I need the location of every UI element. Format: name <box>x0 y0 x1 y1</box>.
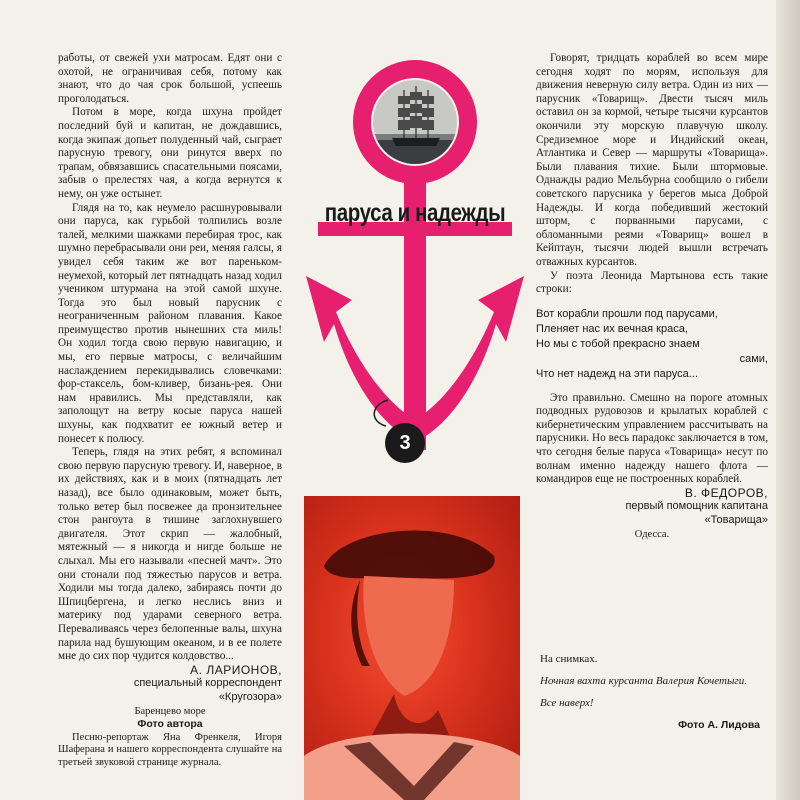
article-paragraph: Говорят, тридцать кораблей во всем мире сегодня ходят по морям, используя для движения неверную силу ветра. Один из них — парусник «Товарищ». Двести тысяч миль оставил он за кормой, четыре тысячи курсантов окончили эту морскую плавучую школу. Средиземное море и Индийский океан, Атлантика и Север — маршруты «Товарища». Были плавания тихие. Были штормовые. Однажды радио Мельбурна сообщило о гибели советского парусника у берегов мыса Доброй Надежды. И когда победивший жестокий шторм, с порванными парусами, с обломанными реями «Товарищ» вошел в Кейптаун, тысячи людей вышли встречать отважных курсантов. <box>536 52 768 268</box>
poem-line: сами, <box>739 352 768 365</box>
dateline-place: Одесса. <box>634 528 670 540</box>
page-title: паруса и надежды <box>324 199 506 227</box>
author-ship: «Товарища» <box>704 514 768 527</box>
article-paragraph: работы, от свежей ухи матросам. Едят они с охотой, не ограничивая себя, потому как знают, что до чая срок большой, успеешь проголодаться. <box>58 52 282 105</box>
right-article-column <box>536 52 768 541</box>
left-article-column <box>58 52 282 769</box>
author-publication: «Кругозора» <box>218 690 282 703</box>
captions-heading: На снимках. <box>540 653 598 665</box>
cadet-night-watch-photo <box>304 496 520 800</box>
photo-captions <box>540 652 760 732</box>
spiral-binding <box>776 0 800 800</box>
poem-line: Что нет надежд на эти паруса... <box>536 367 698 380</box>
article-paragraph: Теперь, глядя на этих ребят, я вспоминал свою первую парусную тревогу. И, наверное, в их действиях, как и в моих (пятнадцать лет назад), все было одинаковым, может быть, только ветер был посвежее да пронзительнее стон рангоута в тишине заглохнувшего двигателя. Этот скрип — жалобный, мятежный — я никогда и нигде больше не слыхал. Мы его называли «песней мачт». Это они стонали под тяжестью парусов и ветра. Ходили мы тогда далеко, забираясь почти до Шпицбергена, и легко неслись вниз и материку под ударами северного ветра. Переваливаясь через белопенные валы, шхуна парила над бушующим океаном, и в ее полете мне до сих пор чудится колдовство... <box>58 446 282 663</box>
caption-night-watch: Ночная вахта курсанта Валерия Кочетыги. <box>540 675 747 687</box>
page-number: 3 <box>399 432 411 454</box>
poem-quote <box>536 307 768 382</box>
article-paragraph: У поэта Леонида Мартынова есть такие строки: <box>536 269 768 296</box>
poem-line: Пленяет нас их вечная краса, <box>536 322 688 335</box>
author-signature: А. ЛАРИОНОВ, <box>190 662 282 677</box>
article-paragraph: Это правильно. Смешно на пороге атомных подводных рудовозов и крылатых кораблей с кибернетическим управлением рассчитывать на парусники. Но весь парадокс заключается в том, что сегодня белые паруса «Товарища» несут по волнам именно надежду нашего флота — командиров еще не построенных кораблей. <box>536 391 768 486</box>
anchor-graphic <box>300 50 530 470</box>
caption-all-hands: Все наверх! <box>540 697 594 709</box>
dateline-place: Баренцево море <box>134 705 206 717</box>
article-paragraph: Потом в море, когда шхуна пройдет последний буй и капитан, не дождавшись, когда экипаж допьет полуденный чай, сыграет парусную тревогу, они ринутся вверх по трапам, обвязавшись спасательными поясами, забыв о прелестях чая, а когда вернутся к нему, он уже остынет. <box>58 106 282 200</box>
poem-line: Вот корабли прошли под парусами, <box>536 307 718 320</box>
poem-line: Но мы с тобой прекрасно знаем <box>536 337 700 350</box>
author-signature: В. ФЕДОРОВ, <box>684 485 768 500</box>
audio-note: Песню-репортаж Яна Френкеля, Игоря Шаферана и нашего корреспондента слушайте на третьей звуковой странице журнала. <box>58 731 282 768</box>
author-role: первый помощник капитана <box>625 500 768 513</box>
photo-credit: Фото А. Лидова <box>678 719 760 731</box>
article-paragraph: Глядя на то, как неумело расшнуровывали они паруса, как гурьбой толпились возле талей, мелкими шажками перебирая трос, как шумно перебрасывали они реи, меняя галсы, я увидел себя таким же вот пареньком-неумехой, который лет пятнадцать назад ходил учеником штурмана на этой самой шхуне. Тогда это был новый парусник с неограниченным районом плавания. Какое преимущество против нынешних ста миль! Он ходил тогда свою первую навигацию, и мы, его первые матросы, с величайшим наслаждением перекидывались словечками: фор-стаксель, бом-кливер, бизань-рея. Они нам нравились. Мы представляли, как заполощут на ветру косые паруса нашей шхуны, как подхватит ее южный ветер и понесет к полюсу. <box>58 201 282 445</box>
photo-credit: Фото автора <box>137 718 203 731</box>
author-role: специальный корреспондент <box>133 677 282 690</box>
